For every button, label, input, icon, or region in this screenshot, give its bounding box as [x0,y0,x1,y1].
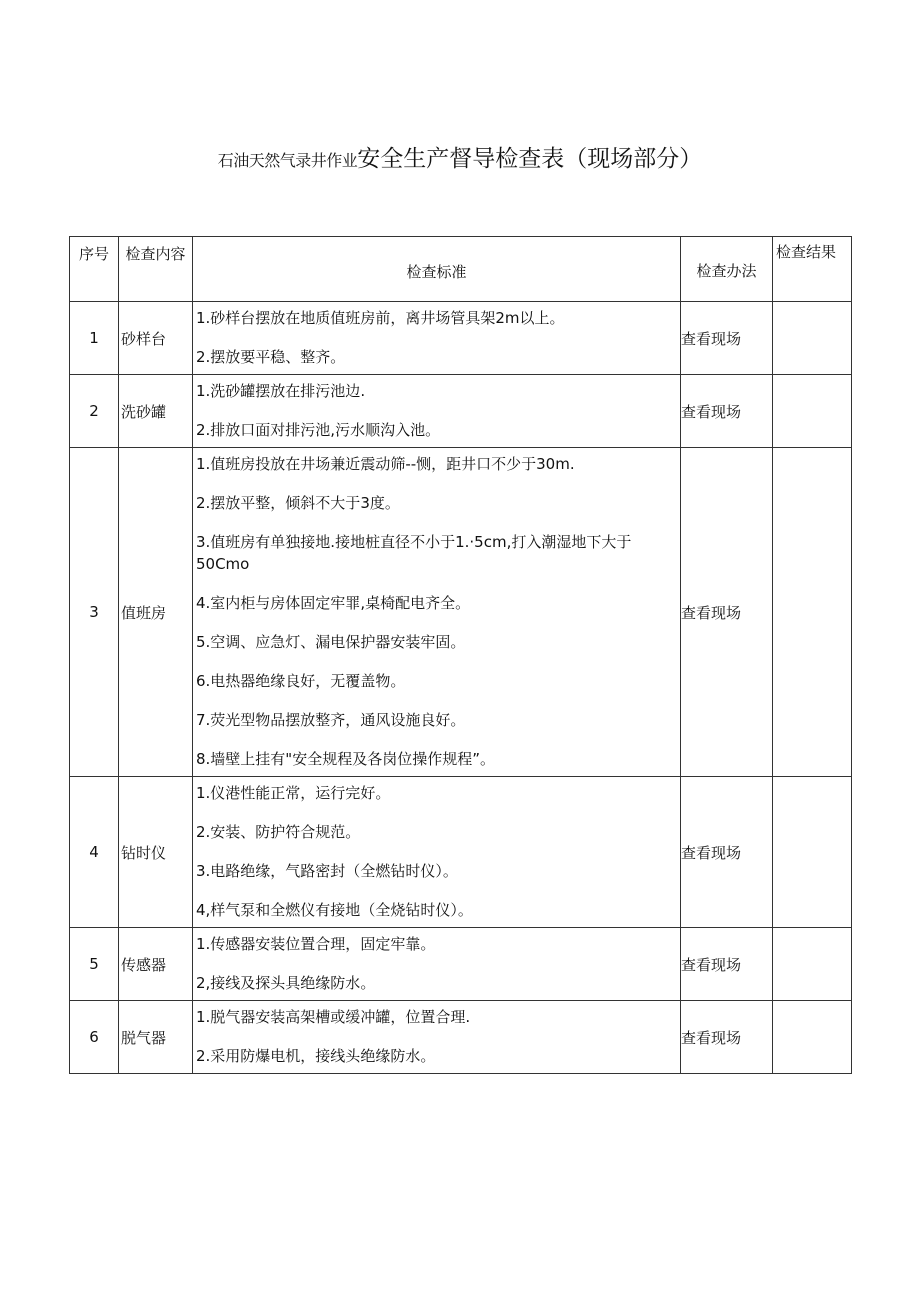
row-item: 钻时仪 [119,777,193,928]
table-row [70,928,852,1001]
row-standards [193,1001,681,1074]
page-title-prefix: 石油天然气录井作业 [217,151,358,170]
standard-line: 1.洗砂罐摆放在排污池边. [196,382,366,400]
row-standards [193,928,681,1001]
table-row [70,448,852,777]
standard-line: 2.采用防爆电机，接线头绝缘防水。 [196,1047,436,1065]
standard-line: 1.值班房投放在井场兼近震动筛--恻，距井口不少于30m. [196,455,575,473]
row-result[interactable] [773,1001,852,1074]
standard-line: 1.传感器安装位置合理，固定牢靠。 [196,935,436,953]
standard-line: 8.墙壁上挂有"安全规程及各岗位操作规程”。 [196,750,495,768]
standard-line: 3.电路绝缘，气路密封（全燃钻时仪）。 [196,862,458,880]
row-standards [193,375,681,448]
row-number: 2 [70,375,119,448]
row-method: 查看现场 [681,302,773,375]
row-method: 查看现场 [681,375,773,448]
row-standards [193,448,681,777]
table-header-row [70,237,852,302]
standard-line: 3.值班房有单独接地.接地桩直径不小于1.·5cm,打入潮湿地下大于50Cmo [196,533,632,573]
page-title-main: 安全生产督导检查表（现场部分） [357,146,703,172]
row-number: 3 [70,448,119,777]
standard-line: 6.电热器绝缘良好，无覆盖物。 [196,672,406,690]
header-no: 序号 [70,237,119,302]
row-item: 洗砂罐 [119,375,193,448]
standard-line: 2.排放口面对排污池,污水顺沟入池。 [196,421,441,439]
row-item: 脱气器 [119,1001,193,1074]
row-number: 1 [70,302,119,375]
row-method: 查看现场 [681,928,773,1001]
row-method: 查看现场 [681,448,773,777]
table-row [70,1001,852,1074]
standard-line: 4.室内柜与房体固定牢罪,桌椅配电齐全。 [196,594,471,612]
row-result[interactable] [773,302,852,375]
standard-line: 4,样气泵和全燃仪有接地（全烧钻时仪）。 [196,901,473,919]
row-method: 查看现场 [681,1001,773,1074]
row-standards [193,777,681,928]
standard-line: 1.仪港性能正常，运行完好。 [196,784,391,802]
header-method: 检查办法 [681,237,773,302]
row-number: 5 [70,928,119,1001]
row-result[interactable] [773,375,852,448]
standard-line: 7.荧光型物品摆放整齐，通风设施良好。 [196,711,466,729]
standard-line: 1.脱气器安装高架槽或缓冲罐，位置合理. [196,1008,471,1026]
header-result: 检查结果 [773,237,852,302]
row-item: 传感器 [119,928,193,1001]
table-body [70,302,852,1074]
header-item: 检查内容 [119,237,193,302]
row-result[interactable] [773,777,852,928]
row-number: 6 [70,1001,119,1074]
row-result[interactable] [773,448,852,777]
standard-line: 2,接线及探头具绝缘防水。 [196,974,376,992]
standard-line: 2.摆放要平稳、整齐。 [196,348,346,366]
standard-line: 1.砂样台摆放在地质值班房前，离井场管具架2m以上。 [196,309,565,327]
row-item: 值班房 [119,448,193,777]
row-standards [193,302,681,375]
standard-line: 2.安装、防护符合规范。 [196,823,361,841]
standard-line: 2.摆放平整，倾斜不大于3度。 [196,494,400,512]
table-row [70,777,852,928]
inspection-table [69,236,852,1074]
header-standard: 检查标准 [193,237,681,302]
table-row [70,302,852,375]
row-item: 砂样台 [119,302,193,375]
page-title [0,143,920,177]
row-result[interactable] [773,928,852,1001]
row-number: 4 [70,777,119,928]
row-method: 查看现场 [681,777,773,928]
table-row [70,375,852,448]
standard-line: 5.空调、应急灯、漏电保护器安装牢固。 [196,633,466,651]
